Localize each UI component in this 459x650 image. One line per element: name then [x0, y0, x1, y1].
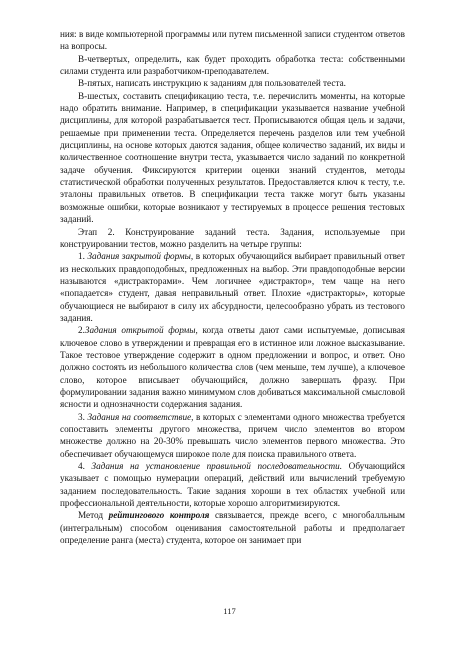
page-number: 117	[223, 606, 236, 616]
paragraph-text: В-пятых, написать инструкцию к заданиям для пользователей теста.	[78, 78, 346, 89]
paragraph-text: 1.	[78, 251, 88, 262]
paragraph-text: Обучающийся указывает с помощью нумерации операций, действий или вычислений требуемую заданием последовательность. Такие задания хороши в тех областях учебной или профессиональной деятельности, которые хорошо алгоритмизируются.	[60, 461, 406, 509]
paragraph-text: связывается, прежде всего, с многобалльным (интегральным) способом оценивания самостоятельной работы и предполагает определение ранга (места) студента, которое он занимает при	[60, 510, 405, 546]
paragraph-p4	[60, 90, 405, 226]
paragraph-p1	[60, 28, 405, 53]
paragraph-p8	[60, 411, 405, 460]
paragraph-p9	[60, 460, 405, 509]
paragraph-text: в которых обучающийся выбирает правильный ответ из нескольких правдоподобных, предложенных на выбор. Эти правдоподобные версии называются «дистракторами». Чем логичнее «дистрактор», тем чаще на него «попадается» студент, давая неправильный ответ. Плохие «дистракторы», которые обучающиеся не выбирают в силу их абсурдности, целесообразно убрать из тестового задания.	[60, 251, 406, 323]
paragraph-text: 3.	[78, 411, 88, 422]
paragraph-p7	[60, 324, 405, 410]
paragraph-text: в которых с элементами одного множества требуется сопоставить элементы другого множества, причем число элементов во втором множестве должно на 20-30% превышать число элементов первого множества. Это обеспечивает обучающемуся широкое поле для поиска правильного ответа.	[60, 411, 405, 459]
paragraph-text: Метод	[78, 510, 109, 521]
paragraph-text: 4.	[78, 461, 92, 472]
paragraph-text: В-шестых, составить спецификацию теста, т.е. перечислить моменты, на которые надо обратить внимание. Например, в спецификации указывается название учебной дисциплины, для которой разрабатывается тест. Прописываются общая цель и задачи, решаемые при применении теста. Определяется перечень разделов или тем учебной дисциплины, на основе которых даются задания, общее количество заданий, их виды и количественное соотношение внутри теста, указывается число заданий по конкретной задаче обучения. Фиксируются критерии оценки знаний студентов, методы статистической обработки полученных результатов. Предоставляется ключ к тесту, т.е. эталоны правильных ответов. В спецификации теста также могут быть указаны возможные ошибки, которые возникают у тестируемых в процессе решения тестовых заданий.	[60, 90, 405, 225]
paragraph-text: Этап 2. Конструирование заданий теста. Задания, используемые при конструировании тестов, можно разделить на четыре группы:	[60, 226, 405, 249]
paragraph-p2	[60, 53, 405, 78]
paragraph-p6	[60, 250, 405, 324]
paragraph-p3	[60, 77, 405, 89]
paragraph-text: 2.	[78, 325, 85, 336]
emphasis-text: рейтингового контроля	[108, 510, 210, 521]
body-text	[60, 28, 405, 546]
emphasis-text: Задания на установление правильной последовательности.	[91, 461, 343, 472]
emphasis-text: Задания на соответствие,	[87, 411, 194, 422]
emphasis-text: Задания закрытой формы,	[87, 251, 194, 262]
paragraph-p10	[60, 509, 405, 546]
paragraph-text: когда ответы дают сами испытуемые, дописывая ключевое слово в утверждении и превращая его в истинное или ложное высказывание. Такое тестовое утверждение содержит в одном предложении и вопрос, и ответ. Оно должно состоять из небольшого количества слов (чем меньше, тем лучше), а ключевое слово, которое вписывает обучающийся, должно завершать фразу. При формулировании задания важно минимумом слов добиваться максимальной смысловой ясности и однозначности содержания задания.	[60, 325, 406, 410]
paragraph-text: В-четвертых, определить, как будет проходить обработка теста: собственными силами студента или разработчиком-преподавателем.	[60, 53, 405, 77]
paragraph-text: ния: в виде компьютерной программы или путем письменной записи студентом ответов на вопросы.	[60, 29, 405, 52]
paragraph-p5	[60, 226, 405, 251]
emphasis-text: Задания открытой формы,	[84, 325, 198, 336]
